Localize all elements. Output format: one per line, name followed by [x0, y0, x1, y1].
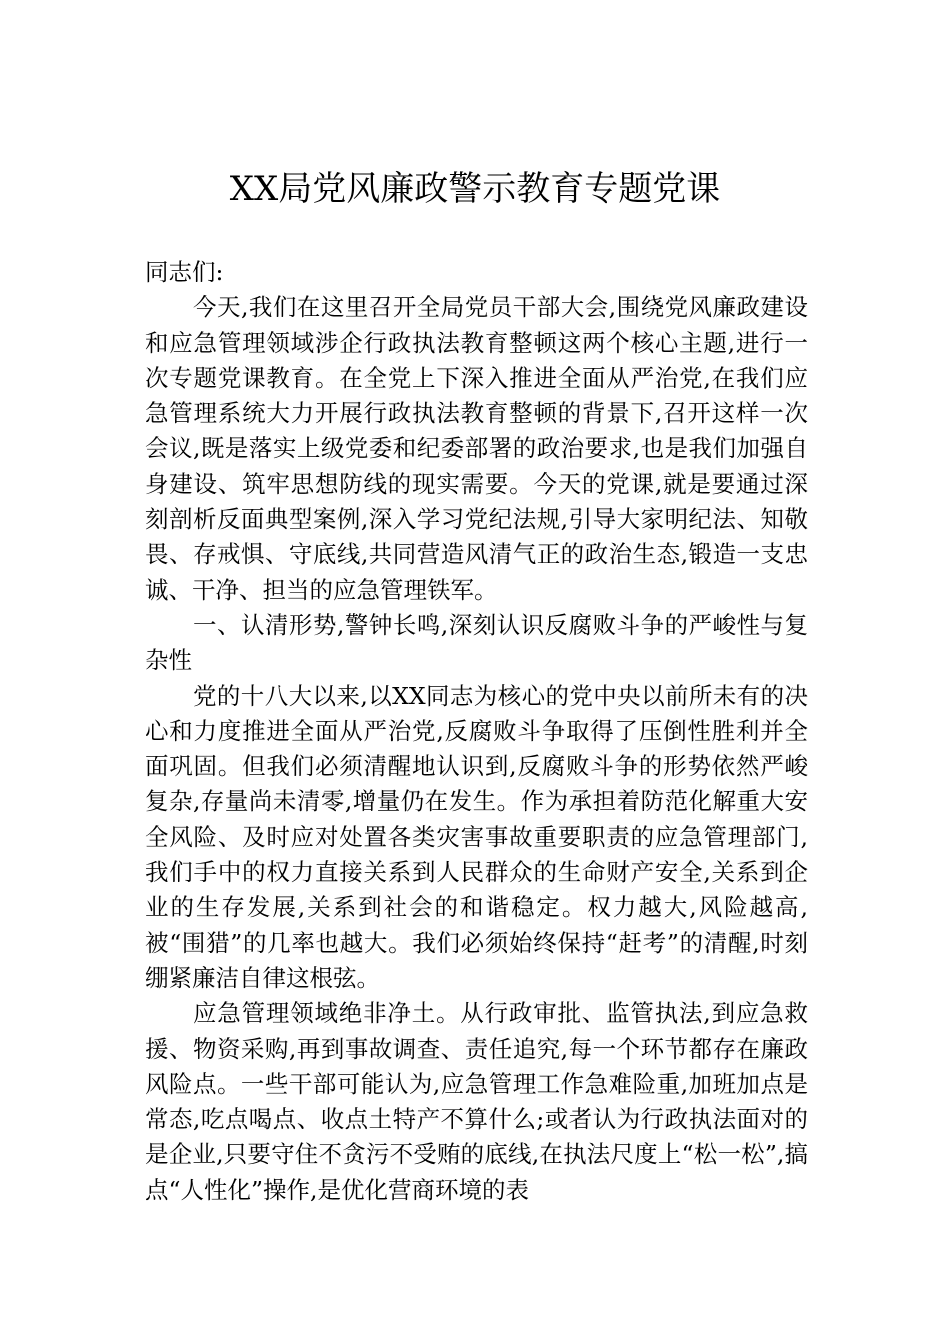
paragraph-risk-points: 应急管理领域绝非净土。从行政审批、监管执法,到应急救援、物资采购,再到事故调查、责任追究,每一个环节都存在廉政风险点。一些干部可能认为,应急管理工作急难险重,加班加点是常态,吃点喝点、收点土特产不算什么;或者认为行政执法面对的是企业,只要守住不贪污不受贿的底线,在执法尺度上“松一松”,搞点“人性化”操作,是优化营商环境的表 [145, 999, 808, 1204]
paragraph-situation: 党的十八大以来,以XX同志为核心的党中央以前所未有的决心和力度推进全面从严治党,反腐败斗争取得了压倒性胜利并全面巩固。但我们必须清醒地认识到,反腐败斗争的形势依然严峻复杂,存量尚未清零,增量仍在发生。作为承担着防范化解重大安全风险、及时应对处置各类灾害事故重要职责的应急管理部门,我们手中的权力直接关系到人民群众的生命财产安全,关系到企业的生存发展,关系到社会的和谐稳定。权力越大,风险越高,被“围猎”的几率也越大。我们必须始终保持“赶考”的清醒,时刻绷紧廉洁自律这根弦。 [145, 681, 808, 992]
paragraph-intro: 今天,我们在这里召开全局党员干部大会,围绕党风廉政建设和应急管理领域涉企行政执法教育整顿这两个核心主题,进行一次专题党课教育。在全党上下深入推进全面从严治党,在我们应急管理系统大力开展行政执法教育整顿的背景下,召开这样一次会议,既是落实上级党委和纪委部署的政治要求,也是我们加强自身建设、筑牢思想防线的现实需要。今天的党课,就是要通过深刻剖析反面典型案例,深入学习党纪法规,引导大家明纪法、知敬畏、存戒惧、守底线,共同营造风清气正的政治生态,锻造一支忠诚、干净、担当的应急管理铁军。 [145, 293, 808, 604]
section-heading-1: 一、认清形势,警钟长鸣,深刻认识反腐败斗争的严峻性与复杂性 [145, 610, 808, 675]
salutation: 同志们: [145, 258, 224, 286]
document-body [145, 255, 808, 1208]
document-title: XX局党风廉政警示教育专题党课 [229, 169, 721, 209]
